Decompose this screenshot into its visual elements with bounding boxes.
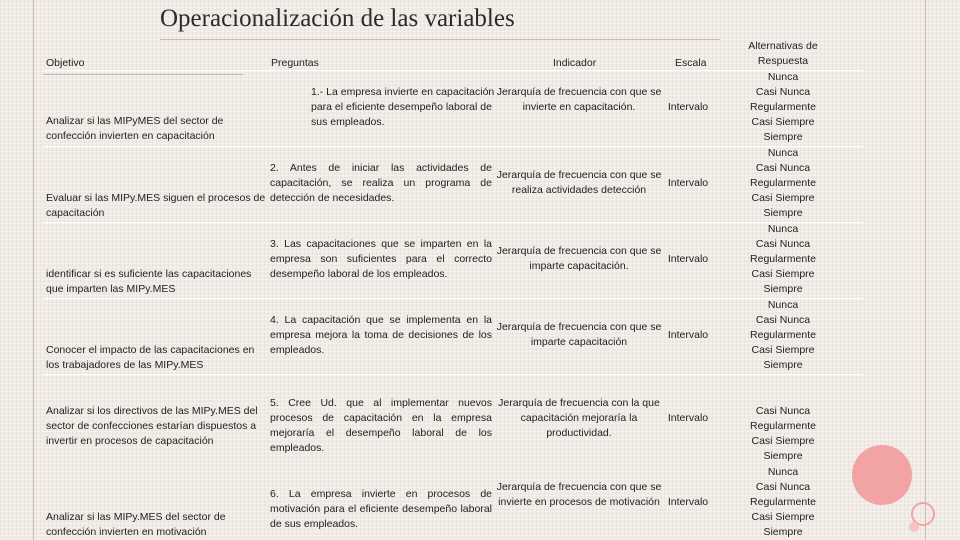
alt-option: Regularmente xyxy=(750,496,816,508)
row-3-pregunta: 3. Las capacitaciones que se imparten en la empresa son suficientes para el correcto desempeño laboral de los empleados. xyxy=(270,238,492,280)
row-6-objetivo: Analizar si las MIPy.MES del sector de confección invierten en motivación xyxy=(46,511,226,538)
row-6-alternativas xyxy=(728,465,838,540)
alt-option: Siempre xyxy=(763,526,803,538)
header-alternativas: Alternativas de Respuesta xyxy=(748,40,818,67)
row-5-alternativas xyxy=(728,404,838,464)
header-preguntas: Preguntas xyxy=(271,57,319,69)
alt-option: Casi Nunca xyxy=(755,314,811,326)
row-2-escala: Intervalo xyxy=(667,177,709,189)
alt-option: Siempre xyxy=(763,359,803,371)
row-4-indicador: Jerarquía de frecuencia con que se imparte capacitación xyxy=(496,321,662,348)
row-1-escala: Intervalo xyxy=(667,101,709,113)
row-1-objetivo: Analizar si las MIPyMES del sector de confección invierten en capacitación xyxy=(46,115,224,142)
alt-option: Casi Nunca xyxy=(755,481,811,493)
alt-option: Casi Siempre xyxy=(751,344,815,356)
alt-option: Regularmente xyxy=(750,253,816,265)
row-5-pregunta: 5. Cree Ud. que al implementar nuevos procesos de capacitación en la empresa mejoraría el desempeño laboral de los empleados. xyxy=(270,397,492,454)
alt-option: Casi Siempre xyxy=(751,435,815,447)
row-2-objetivo: Evaluar si las MIPy.MES siguen el procesos de capacitación xyxy=(46,192,266,219)
decorative-circle-large xyxy=(852,445,912,505)
right-frame-border xyxy=(925,0,960,540)
row-3-objetivo: identificar si es suficiente las capacitaciones que imparten las MIPy.MES xyxy=(46,268,252,295)
title-underline xyxy=(160,39,720,40)
alt-option: Nunca xyxy=(767,147,799,159)
alt-option: Casi Nunca xyxy=(755,162,811,174)
row-2-alternativas xyxy=(728,146,838,221)
alt-option: Regularmente xyxy=(750,420,816,432)
row-1-indicador: Jerarquía de frecuencia con que se invierte en capacitación. xyxy=(496,86,662,113)
row-4-alternativas xyxy=(728,298,838,373)
slide-title: Operacionalización de las variables xyxy=(160,5,515,32)
alt-option: Casi Siempre xyxy=(751,192,815,204)
row-3-indicador: Jerarquía de frecuencia con que se imparte capacitación. xyxy=(496,245,662,272)
row-2-pregunta: 2. Antes de iniciar las actividades de capacitación, se realiza un programa de detección de necesidades. xyxy=(270,162,492,204)
alt-option: Casi Nunca xyxy=(755,86,811,98)
alt-option: Regularmente xyxy=(750,329,816,341)
row-4-objetivo: Conocer el impacto de las capacitaciones en los trabajadores de las MIPy.MES xyxy=(46,344,255,371)
alt-option: Siempre xyxy=(763,450,803,462)
alt-option: Casi Nunca xyxy=(755,405,811,417)
alt-option: Casi Nunca xyxy=(755,238,811,250)
alt-option: Nunca xyxy=(767,71,799,83)
row-1-pregunta: 1.- La empresa invierte en capacitación para el eficiente desempeño laboral de sus empleados. xyxy=(311,86,495,128)
alt-option: Nunca xyxy=(767,299,799,311)
row-6-indicador: Jerarquía de frecuencia con que se invierte en procesos de motivación xyxy=(496,481,662,508)
alt-option: Casi Siempre xyxy=(751,116,815,128)
alt-option: Casi Siempre xyxy=(751,511,815,523)
variables-table xyxy=(43,42,918,540)
header-divider xyxy=(43,74,243,75)
row-6-pregunta: 6. La empresa invierte en procesos de motivación para el eficiente desempeño laboral de sus empleados. xyxy=(270,488,492,530)
header-objetivo: Objetivo xyxy=(46,57,85,69)
row-divider xyxy=(43,374,863,375)
row-5-escala: Intervalo xyxy=(667,412,709,424)
alt-option: Siempre xyxy=(763,283,803,295)
row-5-indicador: Jerarquía de frecuencia con la que capacitación mejoraría la productividad. xyxy=(498,397,660,439)
alt-option: Casi Siempre xyxy=(751,268,815,280)
header-escala: Escala xyxy=(675,57,707,69)
row-1-alternativas xyxy=(728,70,838,145)
row-6-escala: Intervalo xyxy=(667,496,709,508)
row-3-alternativas xyxy=(728,222,838,297)
alt-option: Nunca xyxy=(767,466,799,478)
row-4-pregunta: 4. La capacitación que se implementa en la empresa mejora la toma de decisiones de los empleados. xyxy=(270,314,492,356)
row-4-escala: Intervalo xyxy=(667,329,709,341)
left-frame-border xyxy=(0,0,34,540)
alt-option: Regularmente xyxy=(750,177,816,189)
alt-option: Siempre xyxy=(763,207,803,219)
alt-option: Regularmente xyxy=(750,101,816,113)
row-3-escala: Intervalo xyxy=(667,253,709,265)
header-indicador: Indicador xyxy=(553,57,597,69)
row-5-objetivo: Analizar si los directivos de las MIPy.MES del sector de confecciones estarían dispuestos a invertir en procesos de capacitación xyxy=(46,405,258,447)
row-2-indicador: Jerarquía de frecuencia con que se realiza actividades detección xyxy=(496,169,662,196)
alt-option: Nunca xyxy=(767,223,799,235)
alt-option: Siempre xyxy=(763,131,803,143)
decorative-circle-small xyxy=(909,522,919,532)
